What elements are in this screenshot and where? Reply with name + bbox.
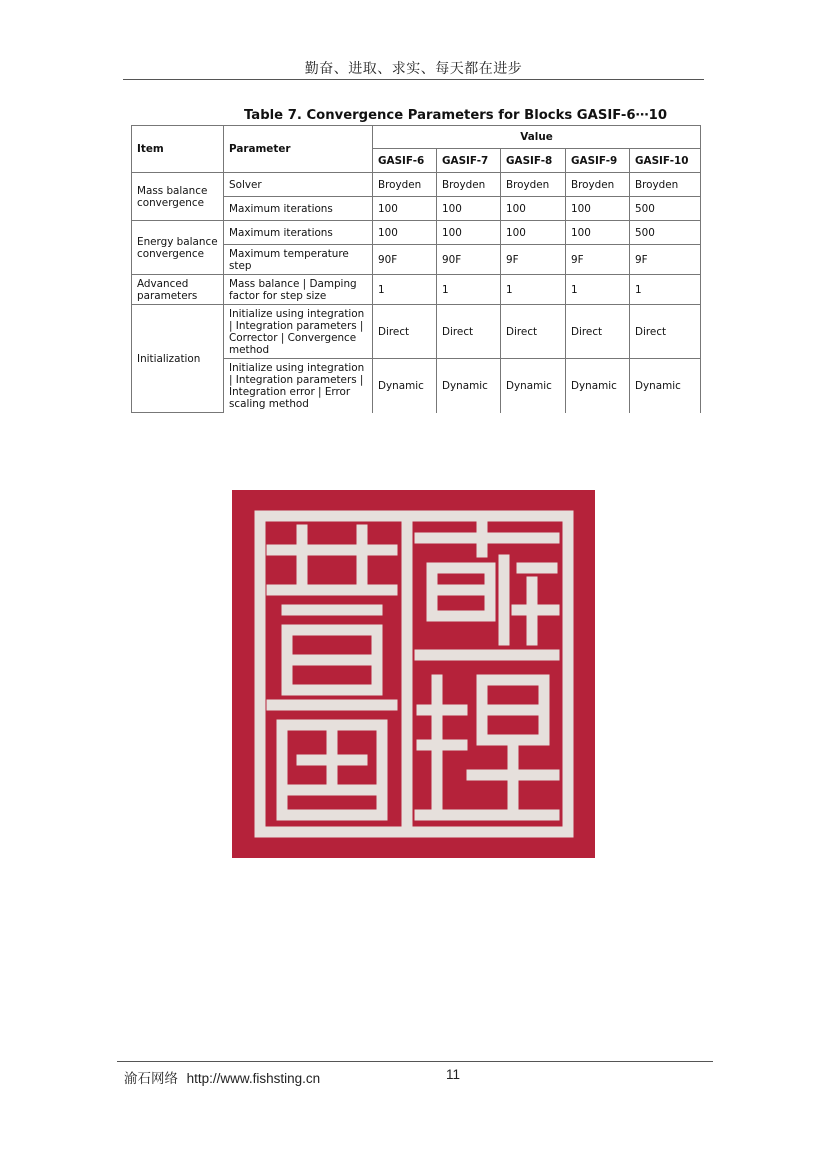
value-cell: 100	[501, 221, 566, 245]
item-cell: Energy balance convergence	[132, 221, 224, 275]
header-block: GASIF-7	[437, 149, 501, 173]
value-cell: Dynamic	[566, 359, 630, 413]
value-cell: 100	[437, 197, 501, 221]
value-cell: Direct	[437, 305, 501, 359]
value-cell: 90F	[373, 245, 437, 275]
parameter-cell: Mass balance | Damping factor for step size	[224, 275, 373, 305]
value-cell: 9F	[630, 245, 701, 275]
value-cell: 100	[501, 197, 566, 221]
value-cell: 1	[630, 275, 701, 305]
seal-stamp-image	[232, 490, 595, 858]
value-cell: 9F	[566, 245, 630, 275]
header-block: GASIF-10	[630, 149, 701, 173]
value-cell: Dynamic	[630, 359, 701, 413]
table-title: Table 7. Convergence Parameters for Blocks GASIF-6⋯10	[244, 108, 668, 123]
value-cell: Broyden	[501, 173, 566, 197]
value-cell: 100	[373, 197, 437, 221]
value-cell: Direct	[566, 305, 630, 359]
value-cell: 100	[437, 221, 501, 245]
value-cell: 1	[373, 275, 437, 305]
value-cell: 1	[566, 275, 630, 305]
table-row	[132, 221, 701, 245]
value-cell: Broyden	[630, 173, 701, 197]
parameter-cell: Maximum iterations	[224, 221, 373, 245]
table-row	[132, 275, 701, 305]
footer-rule	[117, 1061, 713, 1062]
value-cell: Dynamic	[501, 359, 566, 413]
header-block: GASIF-8	[501, 149, 566, 173]
parameter-cell: Initialize using integration | Integration parameters | Corrector | Convergence method	[224, 305, 373, 359]
header-block: GASIF-9	[566, 149, 630, 173]
value-cell: 100	[566, 221, 630, 245]
value-cell: Direct	[630, 305, 701, 359]
item-cell: Advanced parameters	[132, 275, 224, 305]
page-header: 勤奋、进取、求实、每天都在进步	[304, 61, 523, 77]
footer-company: 渝石网络	[124, 1071, 178, 1087]
value-cell: 100	[566, 197, 630, 221]
footer-source	[124, 1067, 320, 1087]
parameter-cell: Maximum temperature step	[224, 245, 373, 275]
parameter-cell: Maximum iterations	[224, 197, 373, 221]
header-value: Value	[373, 126, 701, 149]
value-cell: 9F	[501, 245, 566, 275]
value-cell: Dynamic	[373, 359, 437, 413]
value-cell: Broyden	[373, 173, 437, 197]
header-block: GASIF-6	[373, 149, 437, 173]
page-number: 11	[446, 1067, 461, 1082]
seal-glyph-art	[232, 490, 595, 858]
value-cell: 1	[501, 275, 566, 305]
value-cell: 500	[630, 221, 701, 245]
value-cell: Broyden	[437, 173, 501, 197]
value-cell: Dynamic	[437, 359, 501, 413]
value-cell: Direct	[501, 305, 566, 359]
convergence-table	[131, 125, 701, 413]
parameter-cell: Solver	[224, 173, 373, 197]
value-cell: Broyden	[566, 173, 630, 197]
item-cell: Initialization	[132, 305, 224, 413]
parameter-cell: Initialize using integration | Integration parameters | Integration error | Error scaling method	[224, 359, 373, 413]
header-item: Item	[132, 126, 224, 173]
value-cell: 500	[630, 197, 701, 221]
item-cell: Mass balance convergence	[132, 173, 224, 221]
table-row	[132, 305, 701, 359]
header-parameter: Parameter	[224, 126, 373, 173]
value-cell: 90F	[437, 245, 501, 275]
value-cell: Direct	[373, 305, 437, 359]
value-cell: 100	[373, 221, 437, 245]
footer-url-link[interactable]: http://www.fishsting.cn	[186, 1071, 321, 1086]
value-cell: 1	[437, 275, 501, 305]
table-row	[132, 173, 701, 197]
header-rule	[123, 79, 704, 80]
